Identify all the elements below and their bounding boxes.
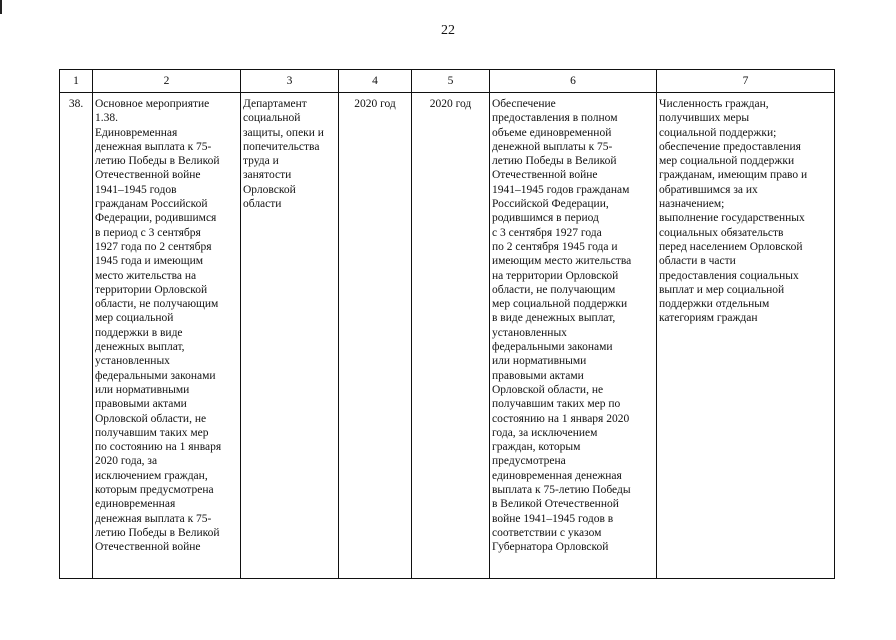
header-col-1: 1 <box>60 70 93 93</box>
program-activities-table <box>59 69 835 579</box>
result-cell <box>490 93 657 579</box>
header-col-5: 5 <box>412 70 490 93</box>
activity-cell <box>93 93 241 579</box>
header-col-4: 4 <box>339 70 412 93</box>
header-col-3: 3 <box>241 70 339 93</box>
end-year-text: 2020 год <box>429 98 472 110</box>
table-row <box>60 93 835 579</box>
result-text: Обеспечение предоставления в полном объеме единовременной денежной выплаты к 75- летию Победы в Великой Отечественной войне 1941–1945 годов гражданам Российской Федерации, родившимся в период с 3 сентября 1927 года по 2 сентября 1945 года и имеющим место жительства на территории Орловской области, не получающим мер социальной поддержки в виде денежных выплат, установленных федеральными законами или нормативными правовыми актами Орловской области, не получавшим таких мер по состоянию на 1 января 2020 года, за исключением граждан, которым предусмотрена единовременная денежная выплата к 75-летию Победы в Великой Отечественной войне 1941–1945 годов в соответствии с указом Губернатора Орловской <box>492 98 632 554</box>
header-col-6: 6 <box>490 70 657 93</box>
start-year-text: 2020 год <box>354 98 396 110</box>
table-header-row <box>60 70 835 93</box>
executor-cell <box>241 93 339 579</box>
executor-text: Департамент социальной защиты, опеки и попечительства труда и занятости Орловской области <box>243 98 324 211</box>
header-col-2: 2 <box>93 70 241 93</box>
indicators-cell <box>657 93 835 579</box>
activity-text: Основное мероприятие 1.38. Единовременная денежная выплата к 75- летию Победы в Великой Отечественной войне 1941–1945 годов гражданам Российской Федерации, родившимся в период с 3 сентября 1927 года по 2 сентября 1945 года и имеющим место жительства на территории Орловской области, не получающим мер социальной поддержки в виде денежных выплат, установленных федеральными законами или нормативными правовыми актами Орловской области, не получавшим таких мер по состоянию на 1 января 2020 года, за исключением граждан, которым предусмотрена единовременная денежная выплата к 75- летию Победы в Великой Отечественной войне <box>95 98 222 554</box>
start-year-cell <box>339 93 412 579</box>
row-number-cell <box>60 93 93 579</box>
end-year-cell <box>412 93 490 579</box>
row-number: 38. <box>68 98 84 110</box>
page-number: 22 <box>441 23 455 38</box>
page-edge-mark <box>0 0 2 14</box>
indicators-text: Численность граждан, получивших меры социальной поддержки; обеспечение предоставления мер социальной поддержки гражданам, имеющим право и обратившимся за их назначением; выполнение государственных социальных обязательств перед населением Орловской области в части предоставления социальных выплат и мер социальной поддержки отдельным категориям граждан <box>659 98 808 325</box>
header-col-7: 7 <box>657 70 835 93</box>
